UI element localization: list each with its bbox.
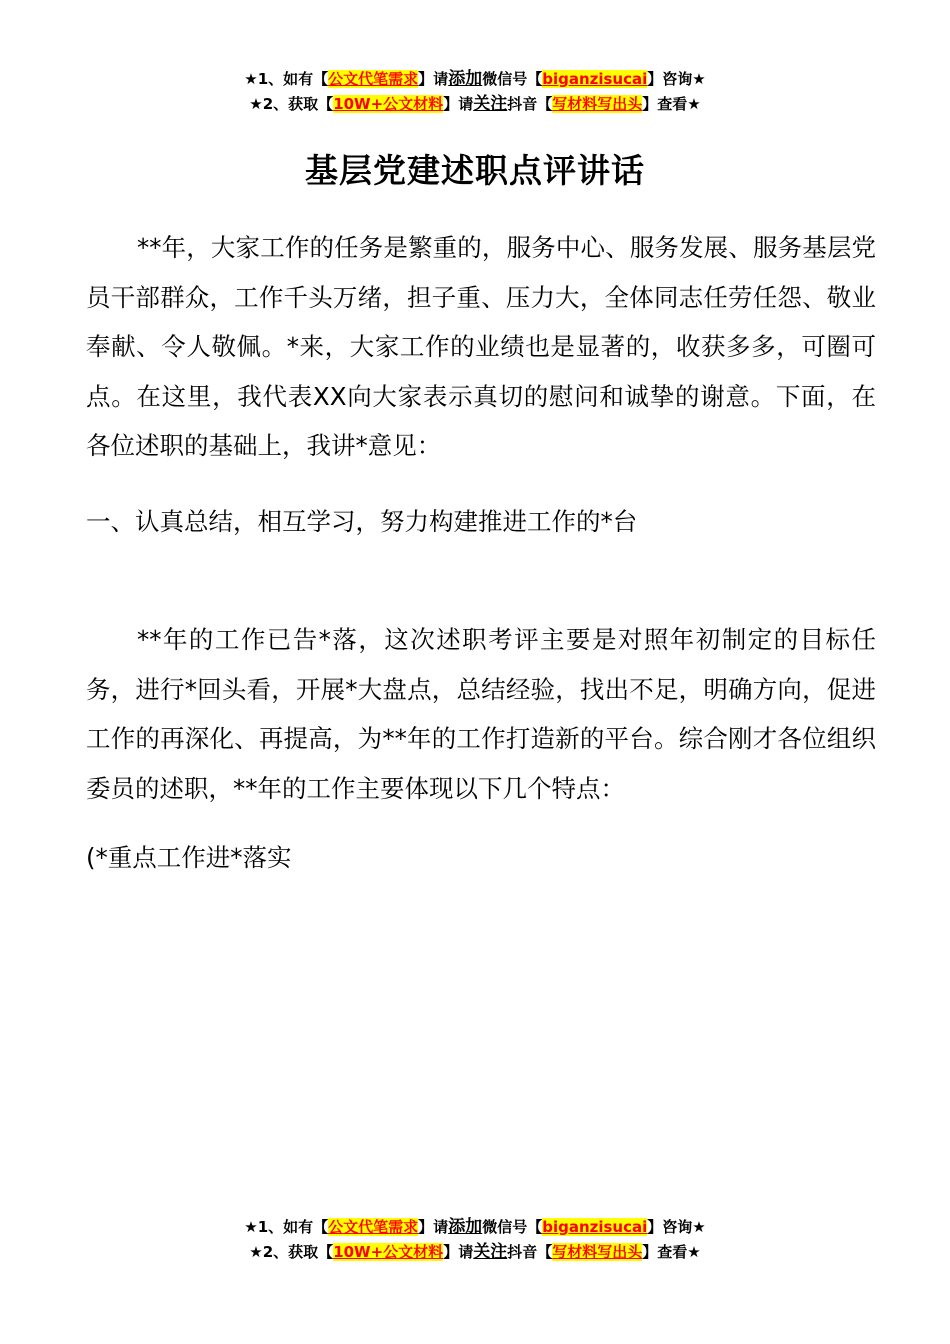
body-paragraph-1: **年，大家工作的任务是繁重的，服务中心、服务发展、服务基层党员干部群众，工作千头万绪，担子重、压力大，全体同志任劳任怨、敬业奉献、令人敬佩。*来，大家工作的业绩也是显著的，收获多多，可圈可点。在这里，我代表XX向大家表示真切的慰问和诚挚的谢意。下面，在各位述职的基础上，我讲*意见： [86, 233, 876, 460]
document-title: 基层党建述职点评讲话 [305, 151, 645, 190]
banner-highlight-service: 公文代笔需求 [328, 70, 419, 88]
footer-banner [0, 1215, 950, 1265]
footer-line-2: ★2、获取【10W+公文材料】请关注抖音【写材料写出头】查看★ [249, 1242, 701, 1262]
banner-line-2: ★2、获取【10W+公文材料】请关注抖音【写材料写出头】查看★ [249, 94, 701, 114]
footer-highlight-douyin: 写材料写出头 [552, 1243, 643, 1261]
body-paragraph-2: **年的工作已告*落，这次述职考评主要是对照年初制定的目标任务，进行*回头看，开展*大盘点，总结经验，找出不足，明确方向，促进工作的再深化、再提高，为**年的工作打造新的平台。综合刚才各位组织委员的述职，**年的工作主要体现以下几个特点： [86, 625, 876, 803]
banner-line-1: ★1、如有【公文代笔需求】请添加微信号【biganzisucai】咨询★ [244, 69, 706, 89]
footer-highlight-service: 公文代笔需求 [328, 1218, 419, 1236]
banner-highlight-materials: 10W+公文材料 [333, 95, 444, 113]
section-heading-1: 一、认真总结，相互学习，努力构建推进工作的*台 [86, 507, 638, 536]
footer-line-1: ★1、如有【公文代笔需求】请添加微信号【biganzisucai】咨询★ [244, 1217, 706, 1237]
banner-highlight-wechat: biganzisucai [542, 70, 648, 88]
footer-highlight-wechat: biganzisucai [542, 1218, 648, 1236]
banner-highlight-douyin: 写材料写出头 [552, 95, 643, 113]
footer-highlight-materials: 10W+公文材料 [333, 1243, 444, 1261]
header-banner [0, 67, 950, 117]
sub-heading-1: (*重点工作进*落实 [86, 843, 292, 872]
